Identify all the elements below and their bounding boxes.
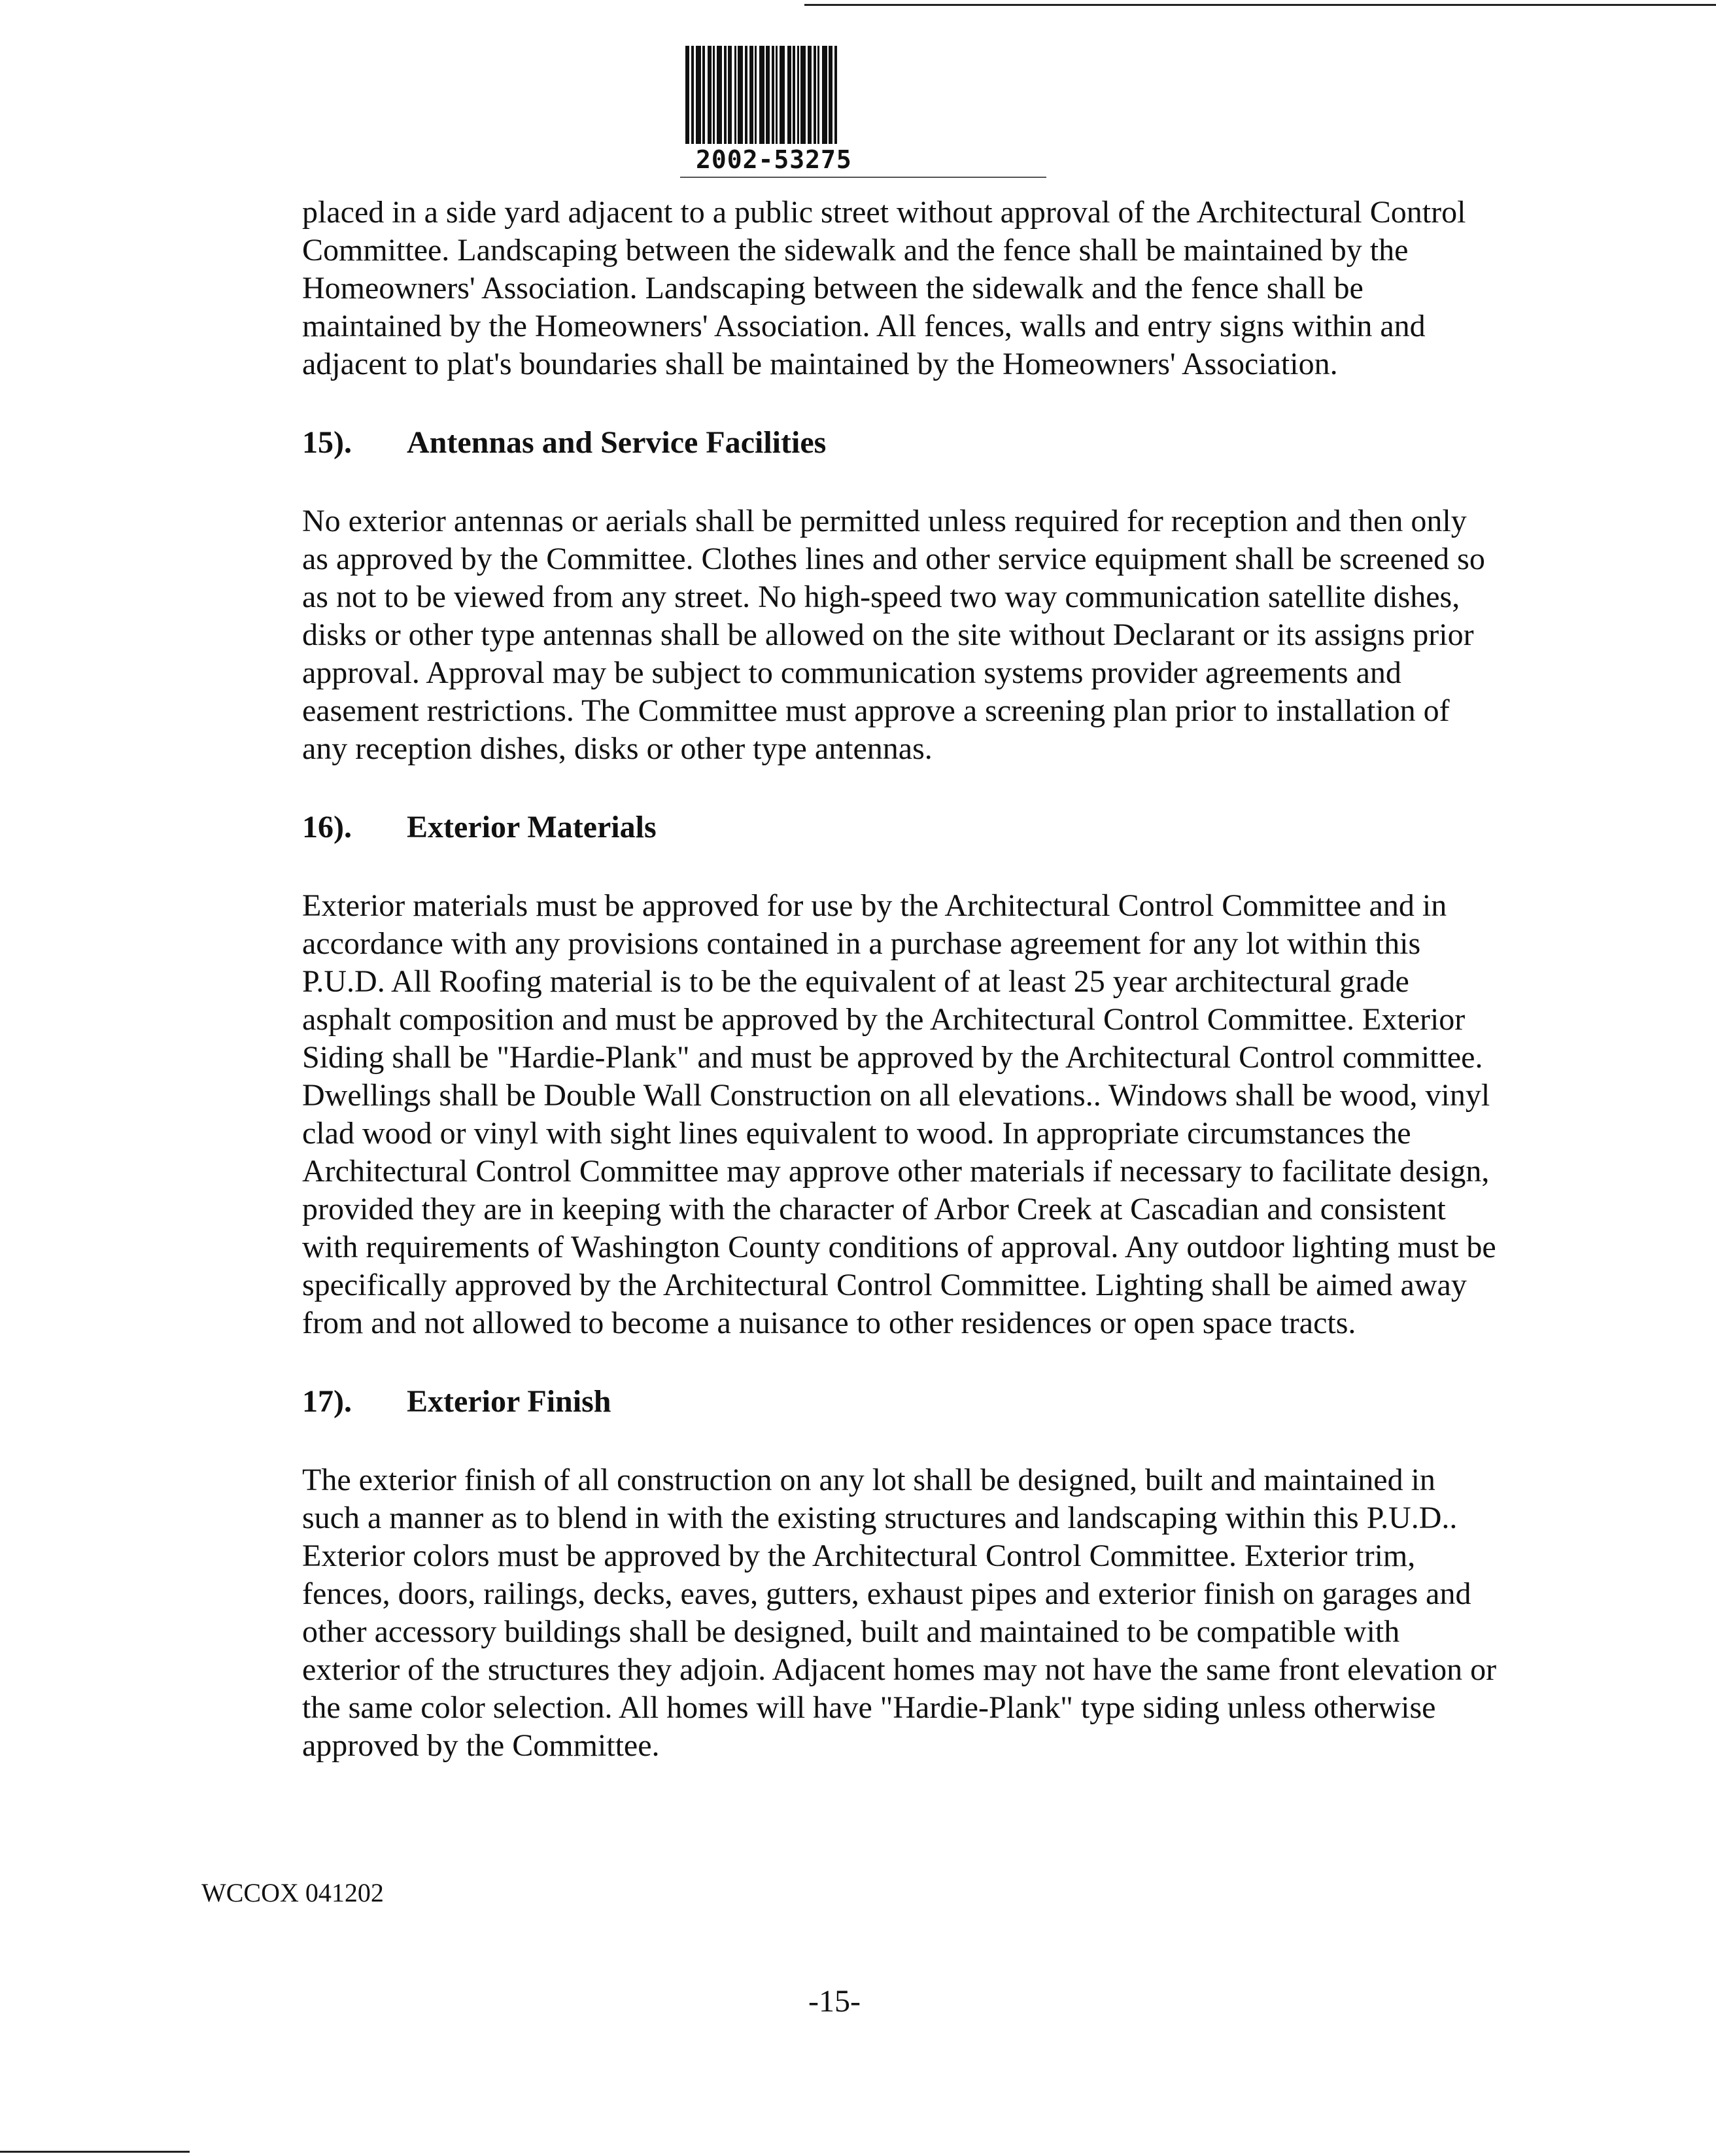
barcode-number: 2002-53275 <box>696 145 852 174</box>
barcode-bar <box>814 46 816 144</box>
barcode-bar <box>808 46 812 144</box>
section-17-paragraph: The exterior finish of all construction on any lot shall be designed, built and maintained in such a manner as to blend in with the existing structures and landscaping within this P.U.D.. Exterior colors must be approved by the Architectural Control Committee. Exterior trim, fences, doors, railings, decks, eaves, gutters, exhaust pipes and exterior finish on garages and other accessory buildings shall be designed, built and maintained to be compatible with exterior of the structures they adjoin. Adjacent homes may not have the same front elevation or the same color selection. All homes will have "Hardie-Plank" type siding unless otherwise approved by the Committee. <box>302 1463 1497 1763</box>
intro-paragraph: placed in a side yard adjacent to a public street without approval of the Architectural Control Committee. Landscaping between the sidewalk and the fence shall be maintained by the Homeowners' Association. Landscaping between the sidewalk and the fence shall be maintained by the Homeowners' Association. All fences, walls and entry signs within and adjacent to plat's boundaries shall be maintained by the Homeowners' Association. <box>302 195 1466 381</box>
barcode-bar <box>766 46 770 144</box>
barcode-bar <box>738 46 743 144</box>
section-16-title: Exterior Materials <box>407 810 657 844</box>
barcode-bar <box>713 46 715 144</box>
barcode-bar <box>780 46 785 144</box>
barcode-bar <box>822 46 827 144</box>
barcode-bar <box>787 46 791 144</box>
section-16-number: 16). <box>302 810 352 844</box>
document-body <box>302 194 1499 1765</box>
barcode-bar <box>772 46 774 144</box>
barcode-bar <box>776 46 778 144</box>
barcode-bar <box>793 46 795 144</box>
barcode-bar <box>702 46 705 144</box>
section-17-title: Exterior Finish <box>407 1384 611 1419</box>
barcode-bar <box>708 46 712 144</box>
barcode-bar <box>749 46 753 144</box>
page-number: -15- <box>808 1984 861 2019</box>
section-15-title: Antennas and Service Facilities <box>407 425 827 460</box>
barcode-bar <box>728 46 732 144</box>
barcode-bar <box>797 46 799 144</box>
barcode-bar <box>829 46 832 144</box>
barcode-bar <box>696 46 701 144</box>
barcode-bar <box>734 46 736 144</box>
section-16-heading <box>302 808 1499 846</box>
barcode-bar <box>834 46 837 144</box>
barcode-bar <box>800 46 806 144</box>
barcode-bar <box>685 46 689 144</box>
barcode-bar <box>724 46 727 144</box>
section-16-paragraph: Exterior materials must be approved for use by the Architectural Control Committee and in accordance with any provisions contained in a purchase agreement for any lot within this P.U.D. All Roofing material is to be the equivalent of at least 25 year architectural grade asphalt composition and must be approved by the Architectural Control Committee. Exterior Siding shall be "Hardie-Plank" and must be approved by the Architectural Control committee. Dwellings shall be Double Wall Construction on all elevations.. Windows shall be wood, vinyl clad wood or vinyl with sight lines equivalent to wood. In appropriate circumstances the Architectural Control Committee may approve other materials if necessary to facilitate design, provided they are in keeping with the character of Arbor Creek at Cascadian and consistent with requirements of Washington County conditions of approval. Any outdoor lighting must be specifically approved by the Architectural Control Committee. Lighting shall be aimed away from and not allowed to become a nuisance to other residences or open space tracts. <box>302 888 1496 1340</box>
scan-edge-top <box>804 4 1716 6</box>
section-15-heading <box>302 424 1499 462</box>
scan-edge-bottom <box>0 2151 190 2153</box>
section-17-heading <box>302 1383 1499 1421</box>
section-17-number: 17). <box>302 1384 352 1419</box>
barcode-bar <box>717 46 722 144</box>
barcode <box>680 46 1020 190</box>
barcode-bar <box>755 46 757 144</box>
barcode-bar <box>691 46 694 144</box>
barcode-bars <box>680 46 987 144</box>
barcode-bar <box>745 46 747 144</box>
section-15-paragraph: No exterior antennas or aerials shall be permitted unless required for reception and then only as approved by the Committee. Clothes lines and other service equipment shall be screened so as not to be viewed from any street. No high-speed two way communication satellite dishes, disks or other type antennas shall be allowed on the site without Declarant or its assigns prior approval. Approval may be subject to communication systems provider agreements and easement restrictions. The Committee must approve a screening plan prior to installation of any reception dishes, disks or other type antennas. <box>302 504 1485 766</box>
barcode-underline <box>680 177 1046 178</box>
document-id: WCCOX 041202 <box>201 1878 384 1907</box>
barcode-bar <box>759 46 764 144</box>
section-15-number: 15). <box>302 425 352 460</box>
barcode-bar <box>817 46 819 144</box>
